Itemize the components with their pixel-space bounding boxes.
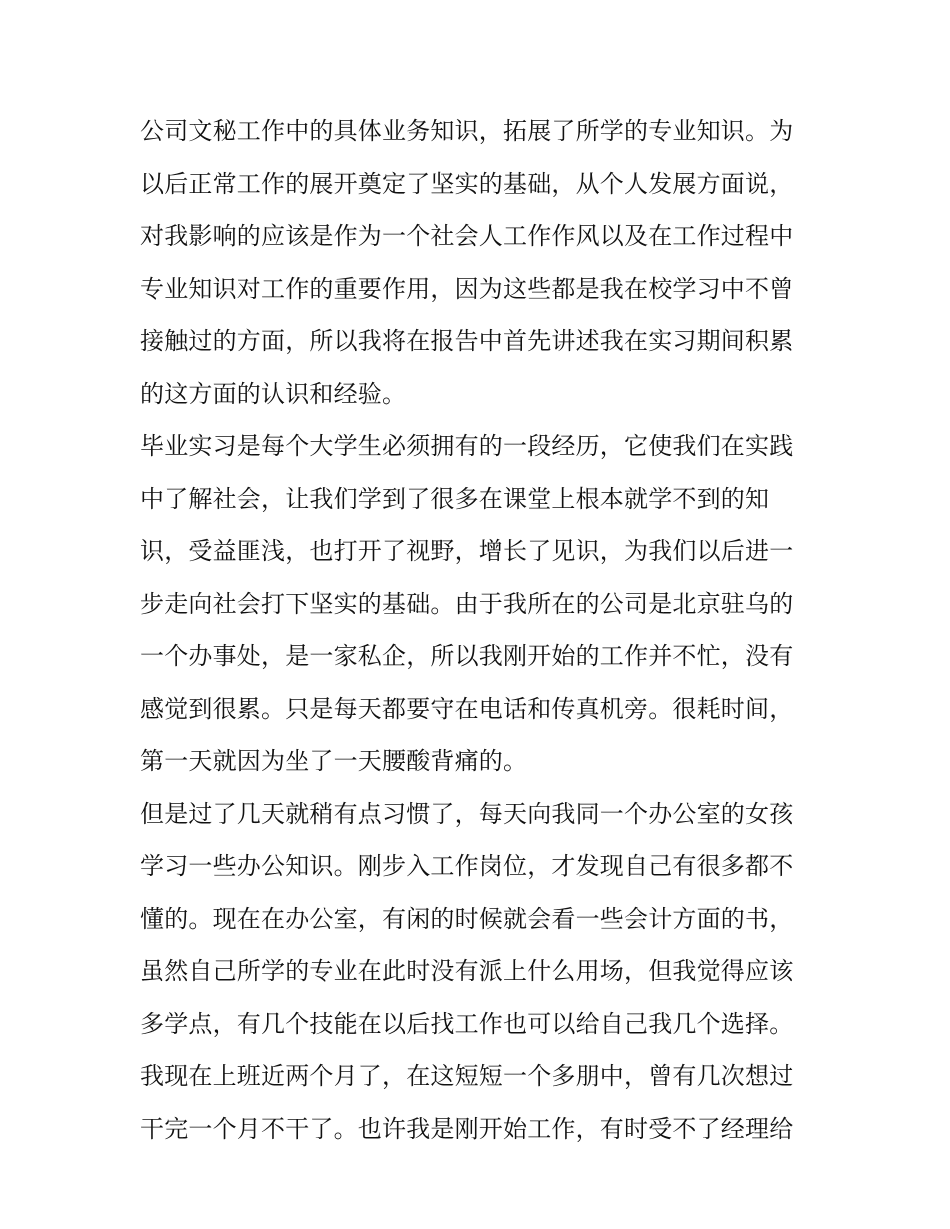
text-line-3: 对我影响的应该是作为一个社会人工作作风以及在工作过程中 — [140, 222, 794, 250]
text-line-15: 学习一些办公知识。刚步入工作岗位，才发现自己有很多都不 — [140, 852, 794, 880]
text-line-4: 专业知识对工作的重要作用，因为这些都是我在校学习中不曾 — [140, 274, 794, 303]
text-line-5: 接触过的方面，所以我将在报告中首先讲述我在实习期间积累 — [140, 327, 794, 355]
text-line-18: 多学点，有几个技能在以后找工作也可以给自己我几个选择。 — [140, 1009, 794, 1038]
text-line-2: 以后正常工作的展开奠定了坚实的基础，从个人发展方面说， — [140, 169, 794, 198]
text-line-13: 第一天就因为坐了一天腰酸背痛的。 — [140, 747, 528, 775]
text-line-20: 干完一个月不干了。也许我是刚开始工作，有时受不了经理给 — [140, 1114, 794, 1143]
text-line-9: 识，受益匪浅，也打开了视野，增长了见识，为我们以后进一 — [140, 537, 794, 565]
text-line-1: 公司文秘工作中的具体业务知识，拓展了所学的专业知识。为 — [140, 117, 794, 145]
text-line-7: 毕业实习是每个大学生必须拥有的一段经历，它使我们在实践 — [140, 432, 794, 460]
text-line-6: 的这方面的认识和经验。 — [140, 379, 407, 408]
text-line-10: 步走向社会打下坚实的基础。由于我所在的公司是北京驻乌的 — [140, 589, 794, 618]
text-line-11: 一个办事处，是一家私企，所以我刚开始的工作并不忙，没有 — [140, 642, 794, 670]
text-line-19: 我现在上班近两个月了，在这短短一个多朋中，曾有几次想过 — [140, 1062, 794, 1090]
text-line-16: 懂的。现在在办公室，有闲的时候就会看一些会计方面的书， — [140, 904, 794, 933]
text-line-12: 感觉到很累。只是每天都要守在电话和传真机旁。很耗时间， — [140, 694, 794, 723]
text-line-14: 但是过了几天就稍有点习惯了，每天向我同一个办公室的女孩 — [140, 799, 794, 828]
text-line-8: 中了解社会，让我们学到了很多在课堂上根本就学不到的知 — [140, 484, 770, 513]
text-line-17: 虽然自己所学的专业在此时没有派上什么用场，但我觉得应该 — [140, 957, 794, 985]
body-text — [140, 105, 820, 1155]
